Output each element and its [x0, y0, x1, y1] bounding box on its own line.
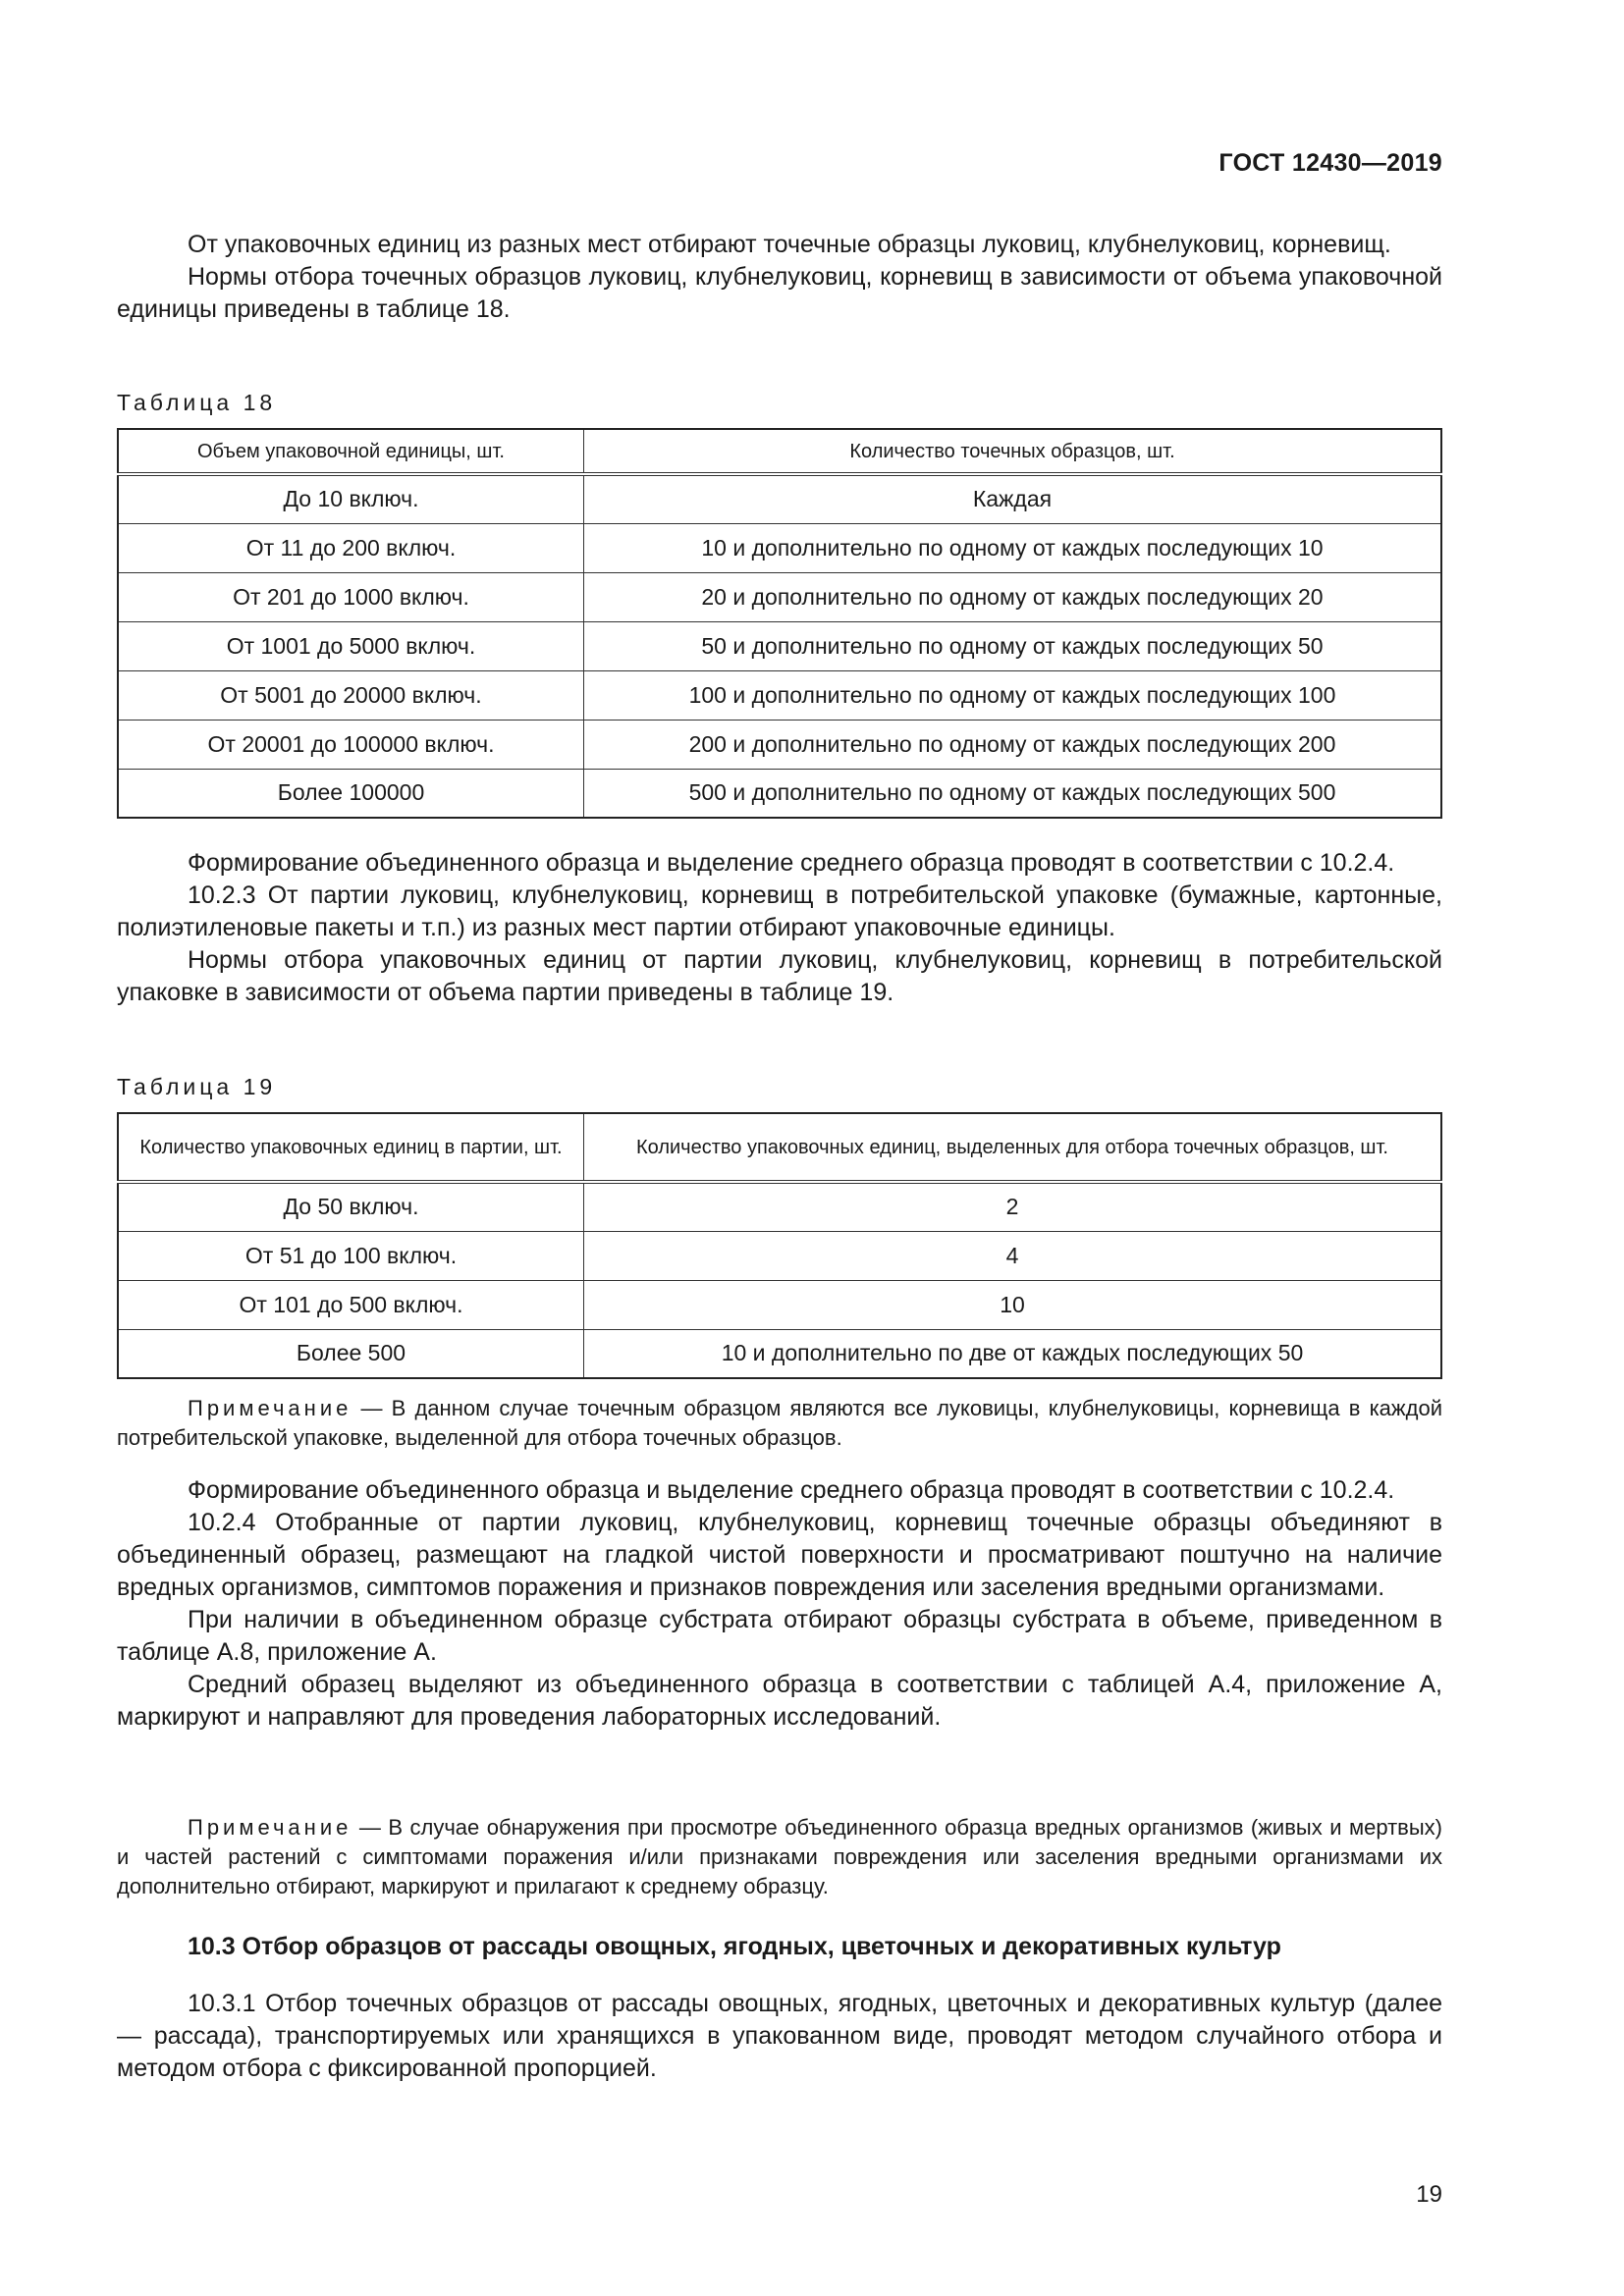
table-cell: Каждая: [583, 474, 1441, 523]
paragraph: 10.2.3 От партии луковиц, клубнелуковиц, корневищ в потребительской упаковке (бумажные, картонные, полиэтиленовые пакеты и т.п.) из разных мест партии отбирают упаковочные единицы.: [117, 881, 1442, 941]
table-cell: 100 и дополнительно по одному от каждых последующих 100: [583, 670, 1441, 720]
table-row: [118, 1280, 1441, 1329]
table-19-block: [117, 1072, 1442, 1101]
table-19: [117, 1112, 1442, 1379]
paragraph: Нормы отбора упаковочных единиц от партии луковиц, клубнелуковиц, корневищ в потребительской упаковке в зависимости от объема партии приведены в таблице 19.: [117, 946, 1442, 1006]
table-cell: От 5001 до 20000 включ.: [118, 670, 583, 720]
intro-block: [117, 229, 1442, 326]
table-caption: Таблица 18: [117, 390, 277, 415]
table-cell: 20 и дополнительно по одному от каждых последующих 20: [583, 572, 1441, 621]
table-18-block: [117, 388, 1442, 417]
mid-block: [117, 847, 1442, 1009]
table-cell: 200 и дополнительно по одному от каждых последующих 200: [583, 720, 1441, 769]
column-header: Количество упаковочных единиц, выделенных для отбора точечных образцов, шт.: [583, 1113, 1441, 1182]
paragraph: 10.2.4 Отобранные от партии луковиц, клубнелуковиц, корневищ точечные образцы объединяют в объединенный образец, размещают на гладкой чистой поверхности и просматривают поштучно на наличие вредных организмов, симптомов поражения и признаков повреждения или заселения вредными организмами.: [117, 1509, 1442, 1601]
paragraph: Нормы отбора точечных образцов луковиц, клубнелуковиц, корневищ в зависимости от объема упаковочной единицы приведены в таблице 18.: [117, 263, 1442, 323]
table-cell: 10 и дополнительно по одному от каждых последующих 10: [583, 523, 1441, 572]
table-cell: Более 100000: [118, 769, 583, 818]
paragraph: Формирование объединенного образца и выделение среднего образца проводят в соответствии с 10.2.4.: [188, 1476, 1395, 1504]
table-row: [118, 1231, 1441, 1280]
table-row: [118, 670, 1441, 720]
table-row: [118, 1329, 1441, 1378]
note-1-block: [117, 1394, 1442, 1453]
table-row: [118, 572, 1441, 621]
column-header: Объем упаковочной единицы, шт.: [118, 429, 583, 474]
paragraph: От упаковочных единиц из разных мест отбирают точечные образцы луковиц, клубнелуковиц, корневищ.: [188, 231, 1391, 258]
paragraph: Средний образец выделяют из объединенного образца в соответствии с таблицей А.4, приложение А, маркируют и направляют для проведения лабораторных исследований.: [117, 1671, 1442, 1731]
table-row: [118, 621, 1441, 670]
table-row: [118, 523, 1441, 572]
note-label: Примечание: [188, 1396, 352, 1420]
table-row: [118, 769, 1441, 818]
note: [117, 1813, 1442, 1901]
table-header-row: [118, 1113, 1441, 1182]
table-cell: От 201 до 1000 включ.: [118, 572, 583, 621]
note-text: — В данном случае точечным образцом являются все луковицы, клубнелуковицы, корневища в каждой потребительской упаковке, выделенной для отбора точечных образцов.: [117, 1396, 1442, 1450]
column-header: Количество упаковочных единиц в партии, шт.: [118, 1113, 583, 1182]
table-18: [117, 428, 1442, 819]
note-label: Примечание: [188, 1815, 352, 1840]
table-cell: 50 и дополнительно по одному от каждых последующих 50: [583, 621, 1441, 670]
table-header-row: [118, 429, 1441, 474]
table-cell: От 1001 до 5000 включ.: [118, 621, 583, 670]
after-block: [117, 1474, 1442, 1734]
table-cell: 4: [583, 1231, 1441, 1280]
note-2-block: [117, 1813, 1442, 1901]
section-10-3-text: [117, 1988, 1442, 2085]
table-cell: От 20001 до 100000 включ.: [118, 720, 583, 769]
table-row: [118, 720, 1441, 769]
note: [117, 1394, 1442, 1453]
table-19-container: [117, 1112, 1442, 1379]
table-cell: 2: [583, 1182, 1441, 1231]
table-18-container: [117, 428, 1442, 819]
table-cell: 10: [583, 1280, 1441, 1329]
page-number: 19: [1416, 2181, 1442, 2208]
table-cell: От 51 до 100 включ.: [118, 1231, 583, 1280]
paragraph: 10.3.1 Отбор точечных образцов от рассады овощных, ягодных, цветочных и декоративных культур (далее — рассада), транспортируемых или хранящихся в упакованном виде, проводят методом случайного отбора и методом отбора с фиксированной пропорцией.: [117, 1990, 1442, 2082]
table-cell: Более 500: [118, 1329, 583, 1378]
paragraph: При наличии в объединенном образце субстрата отбирают образцы субстрата в объеме, приведенном в таблице А.8, приложение А.: [117, 1606, 1442, 1666]
table-cell: 10 и дополнительно по две от каждых последующих 50: [583, 1329, 1441, 1378]
table-caption: Таблица 19: [117, 1074, 277, 1099]
table-row: [118, 474, 1441, 523]
table-row: [118, 1182, 1441, 1231]
table-cell: От 101 до 500 включ.: [118, 1280, 583, 1329]
document-id-header: ГОСТ 12430—2019: [1218, 149, 1442, 177]
table-cell: 500 и дополнительно по одному от каждых последующих 500: [583, 769, 1441, 818]
table-cell: До 50 включ.: [118, 1182, 583, 1231]
note-text: — В случае обнаружения при просмотре объединенного образца вредных организмов (живых и мертвых) и частей растений с симптомами поражения и/или признаками повреждения или заселения вредными организмами их дополнительно отбирают, маркируют и прилагают к среднему образцу.: [117, 1815, 1442, 1898]
section-heading: 10.3 Отбор образцов от рассады овощных, ягодных, цветочных и декоративных культур: [188, 1933, 1281, 1960]
column-header: Количество точечных образцов, шт.: [583, 429, 1441, 474]
paragraph: Формирование объединенного образца и выделение среднего образца проводят в соответствии с 10.2.4.: [188, 849, 1395, 877]
section-10-3: [117, 1931, 1442, 1963]
table-cell: От 11 до 200 включ.: [118, 523, 583, 572]
table-cell: До 10 включ.: [118, 474, 583, 523]
